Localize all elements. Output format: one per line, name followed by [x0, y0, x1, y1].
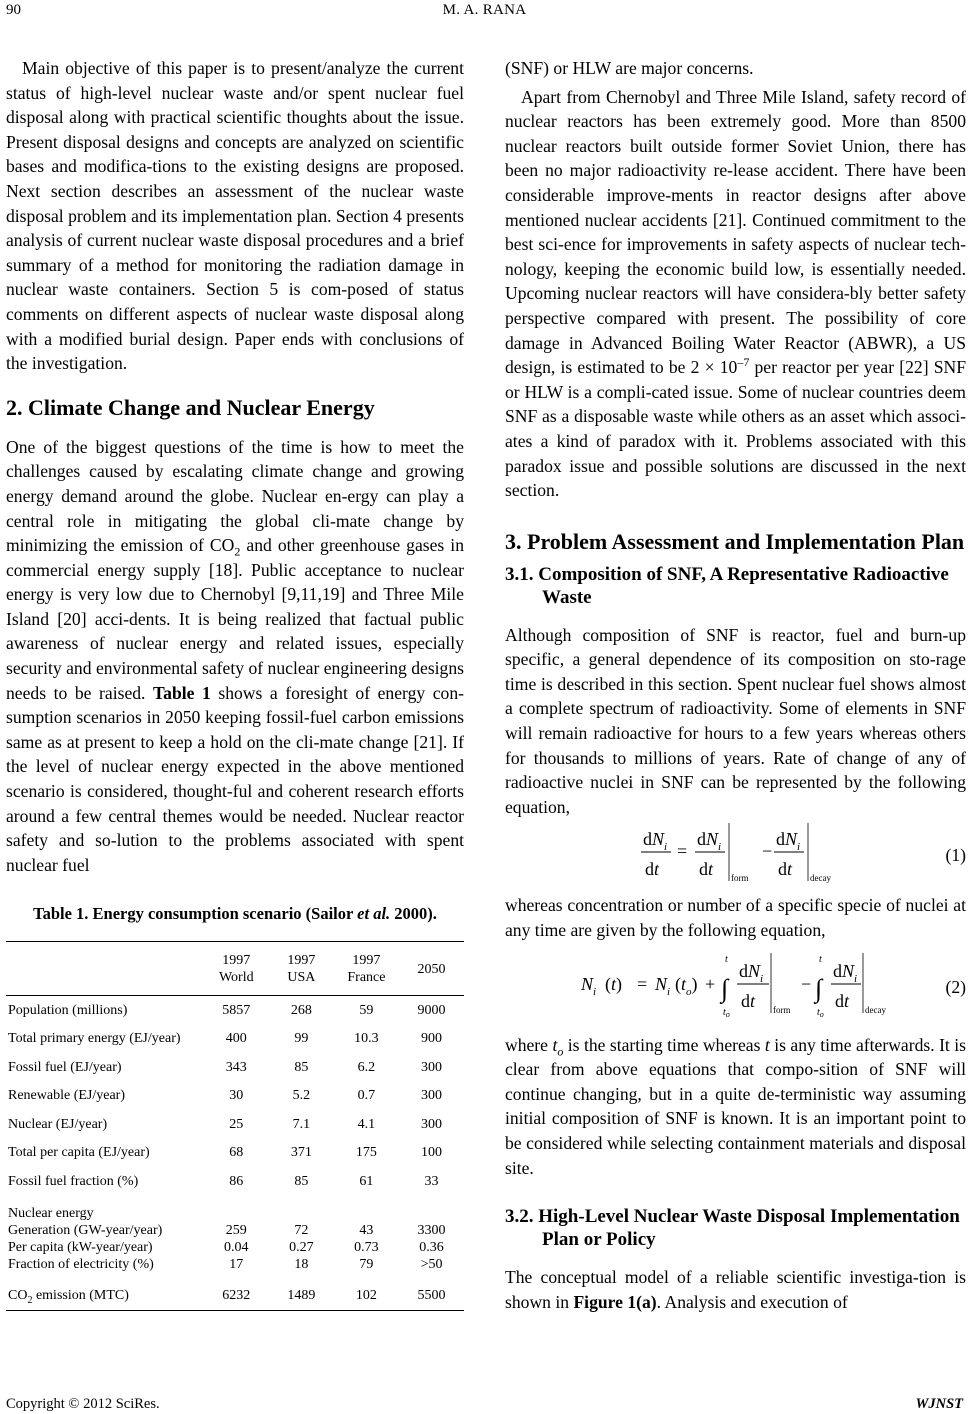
table-row-nuclear-group: Nuclear energy Generation (GW-year/year) Per capita (kW-year/year) Fraction of electricity (%) 259 0.04 17 72 0.27 18 43 0.73 79 3300 0.36 >50	[8, 1205, 446, 1272]
svg-text:dNi: $dN_i$	[739, 960, 764, 985]
svg-text:t: t	[819, 953, 822, 965]
table-row: Nuclear (EJ/year) 25 7.1 4.1 300	[8, 1116, 443, 1132]
equation-2-number: (2)	[945, 976, 966, 997]
table-row: Fossil fuel (EJ/year) 343 85 6.2 300	[8, 1059, 443, 1075]
svg-text:dNi: $dN_i$	[697, 829, 722, 854]
column-header: 1997 USA	[269, 942, 334, 996]
svg-text:to: $t_o$	[817, 1006, 824, 1019]
svg-text:dt: dt	[778, 859, 793, 880]
svg-text:Ni: $N_i$	[581, 973, 597, 998]
svg-text:dNi: $dN_i$	[833, 960, 858, 985]
table-row: $CO_2$ emission (MTC) 6232 1489 102 5500	[6, 1282, 464, 1311]
section-2-paragraph: One of the biggest questions of the time is how to meet the challenges caused by escalating climate change and growing energy demand around the globe. Nuclear en-ergy can play a central role in mitigating the global cli-mate change by minimizing the emission of $CO_2$ and other greenhouse gases in commercial energy supply [18]. Public acceptance to nuclear energy is very low due to Chernobyl [9,11,19] and Three Mile Island [20] acci-dents. It is being realized that factual public awareness of nuclear energy and related issues, especially security and environmental safety of nuclear engineering designs needs to be raised. Table 1 shows a foresight of energy con-sumption scenarios in 2050 keeping fossil-fuel carbon emissions same as at present to keep a hold on the cli-mate change [21]. If the level of nuclear energy expected in the above mentioned scenario is considered, thought-ful and coherent research efforts around a few central themes would be needed. Nuclear reactor safety and so-lution to the problems associated with spent nuclear fuel	[6, 436, 465, 875]
equation-1	[505, 819, 966, 891]
paragraph-after-equation-1: whereas concentration or number of a specific specie of nuclei at any time are given by the following equation,	[505, 895, 966, 941]
equation-1-number: (1)	[945, 845, 966, 866]
svg-text:dt: dt	[835, 990, 850, 1011]
running-header-author: M. A. RANA	[442, 2, 527, 18]
column-header: 1997 World	[204, 942, 269, 996]
equation-2-graphic	[505, 947, 945, 1027]
svg-text:∫: ∫	[815, 973, 823, 1003]
table-row: Renewable (EJ/year) 30 5.2 0.7 300	[8, 1088, 443, 1104]
table-1-title: Table 1. Energy consumption scenario (Sailor et al. 2000).	[33, 904, 437, 924]
svg-text:=: =	[637, 973, 648, 994]
svg-text:form: form	[731, 873, 749, 884]
right-column	[505, 56, 966, 1314]
equation-1-graphic	[505, 819, 945, 891]
svg-text:form: form	[773, 1004, 791, 1015]
continued-paragraph: (SNF) or HLW are major concerns.	[505, 58, 754, 78]
svg-text:to: $t_o$	[723, 1006, 730, 1019]
svg-text:+: +	[705, 973, 716, 994]
svg-text:Ni: $N_i$	[655, 973, 671, 998]
table-row: Population (millions) 5857 268 59 9000	[8, 1002, 446, 1018]
section-3-2-paragraph: The conceptual model of a reliable scientific investiga-tion is shown in Figure 1(a). Analysis and execution of	[505, 1267, 966, 1312]
svg-text:dt: dt	[699, 859, 714, 880]
table-row: Total primary energy (EJ/year) 400 99 10.3 900	[8, 1031, 443, 1047]
figure-1a-reference: Figure 1(a)	[573, 1291, 657, 1312]
svg-text:−: −	[801, 973, 812, 994]
svg-text:t: t	[725, 953, 728, 965]
section-3-1-heading: 3.1. Composition of SNF, A Representative Radioactive Waste	[505, 563, 949, 608]
svg-text:dNi: $dN_i$	[643, 829, 668, 854]
svg-text:=: =	[677, 841, 688, 862]
section-3-2-heading: 3.2. High-Level Nuclear Waste Disposal Implementation Plan or Policy	[505, 1206, 960, 1251]
footer-journal: WJNST	[915, 1396, 963, 1412]
safety-paragraph: Apart from Chernobyl and Three Mile Island, safety record of nuclear reactors has been extremely good. More than 8500 nuclear reactors built outside former Soviet Union, there has been no major radioactivity re-lease accident. There have been considerable improve-ments in reactor designs after above mentioned nuclear accidents [21]. Continued commitment to the best sci-ence for improvements in safety aspects of nuclear tech-nology, keeping the economic build low, is essentially needed. Upcoming nuclear reactors will have considera-bly better safety perspective compared with present. The possibility of core damage in Advanced Boiling Water Reactor (ABWR), a US design, is estimated to be $2 \times 10^{-7}$ per reactor per year [22] SNF or HLW is a compli-cated issue. Some of nuclear countries deem SNF as a disposable waste while others as an asset which associ-ates a kind of paradox with it. Problems associated with this paradox issue and possible solutions are discussed in the next section.	[505, 86, 966, 501]
page-number: 90	[6, 2, 21, 18]
table-row: Fossil fuel fraction (%) 86 85 61 33	[8, 1173, 439, 1189]
table-1	[6, 941, 464, 1311]
footer-copyright: Copyright © 2012 SciRes.	[6, 1396, 160, 1412]
section-3-1-paragraph: Although composition of SNF is reactor, fuel and burn-up specific, a general dependence of its composition on sto-rage time is described in this section. Spent nuclear fuel shows almost a complete spectrum of radioactivity. Some of elements in SNF will remain radioactive for hours to a few years whereas others for thousands to millions of years. Rate of change of any of radioactive nuclei in SNF can be represented by the following equation,	[505, 624, 966, 817]
svg-text:(to): $(t_o)$	[675, 973, 698, 998]
svg-text:decay: decay	[865, 1004, 886, 1015]
column-header: 2050	[399, 942, 464, 996]
svg-text:−: −	[762, 841, 773, 862]
svg-text:decay: decay	[810, 873, 831, 884]
table-row: Total per capita (EJ/year) 68 371 175 100	[8, 1145, 443, 1161]
svg-text:(t): (t)	[605, 973, 623, 994]
paragraph-after-equation-2: where $t_o$ is the starting time whereas t is any time afterwards. It is clear from above equations that compo-sition of SNF will continue changing, but in a quite de-terministic way assuming initial composition of SNF is known. It is an important point to be considered while selecting containment materials and disposal site.	[505, 1034, 966, 1178]
left-column	[6, 56, 464, 1311]
svg-text:∫: ∫	[721, 973, 729, 1003]
equation-2	[505, 947, 966, 1027]
svg-text:dt: dt	[645, 859, 660, 880]
svg-text:dt: dt	[741, 990, 756, 1011]
section-3-heading: 3. Problem Assessment and Implementation Plan	[505, 528, 965, 554]
section-2-heading: 2. Climate Change and Nuclear Energy	[6, 394, 375, 420]
table-1-reference: Table 1	[153, 682, 211, 703]
intro-paragraph: Main objective of this paper is to present/analyze the current status of high-level nuclear waste and/or spent nuclear fuel disposal along with practical scientific thoughts about the issue. Present disposal designs and concepts are analyzed on scientific bases and modifica-tions to the existing designs are proposed. Next section describes an assessment of the nuclear waste disposal problem and its implementation plan. Section 4 presents analysis of current nuclear waste disposal procedures and a brief summary of a method for monitoring the radiation damage in nuclear waste containers. Section 5 is com-posed of status comments on different aspects of nuclear waste disposal along with a modified burial design. Paper ends with conclusions of the investigation.	[6, 58, 464, 374]
svg-text:dNi: $dN_i$	[776, 829, 801, 854]
column-header: 1997 France	[334, 942, 399, 996]
